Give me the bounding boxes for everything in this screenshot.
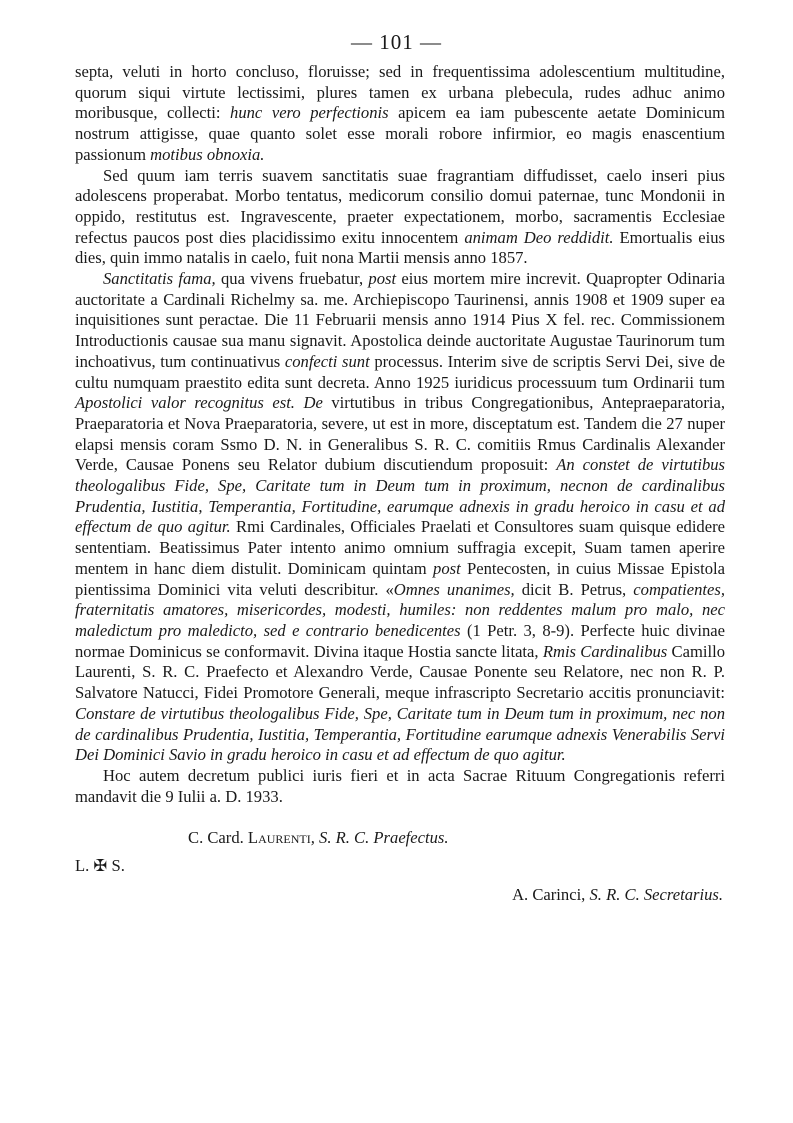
italic-run: compatientes, fraternitatis amatores, misericordes, modesti, humiles: non reddentes malum pro malo, nec maledictum pro maledicto, sed e contrario benedicentes	[75, 579, 725, 640]
italic-run: An constet de virtutibus theologalibus Fide, Spe, Caritate tum in Deum tum in proximum, necnon de cardinalibus Prudentia, Iustitia, Temperantia, Fortitudine, earumque adnexis in gradu heroico in casu et ad effectum de quo agitur.	[75, 455, 725, 537]
italic-run: confecti sunt	[284, 351, 370, 371]
secretary-title: S. R. C. Secretarius.	[589, 885, 723, 904]
italic-run: post	[433, 558, 461, 578]
text-run: Rmi Cardinales, Officiales Praelati et Consultores suam quisque edidere sententiam. Beatissimus Pater intento animo omnium suffragia excepit, Suam tamen aperire mentem in hanc diem distulit. Dominicam quintam	[75, 517, 725, 578]
text-run: Sed quum iam terris suavem sanctitatis suae fragrantiam diffudisset, caelo inseri pius adolescens properabat. Morbo tentatus, medicorum consilio domui paternae, tunc Mondonii in oppido, restitutus est. Ingravescente, praeter expectationem, morbo, sacramentis Ecclesiae refectus paucos post dies placidissimo exitu innocentem	[75, 165, 725, 247]
paragraph	[75, 62, 725, 166]
text-run: Pentecosten, in cuius Missae Epistola pientissima Dominici vita veluti describitur. «	[75, 558, 725, 599]
page-number: — 101 —	[351, 30, 442, 54]
text-run: processus. Interim sive de scriptis Servi Dei, sive de cultu numquam praestito edita sunt decreta. Anno 1925 iuridicus processuum tum Ordinarii tum	[75, 351, 725, 392]
italic-run: post	[368, 269, 397, 289]
seal-mark: L. ✠ S.	[75, 856, 125, 875]
paragraph	[75, 766, 725, 807]
text-run: apicem ea iam pubescente aetate Dominicum nostrum attigisse, quae quanto solet esse morali robore infirmior, eo magis enascentium passionum	[75, 103, 725, 164]
prefect-signature	[188, 828, 449, 848]
paragraph	[75, 269, 725, 766]
secretary-name: A. Carinci,	[512, 885, 590, 904]
text-run: virtutibus in tribus Congregationibus, Antepraeparatoria, Praeparatoria et Nova Praeparatoria, severe, ut est in more, disceptatum est. Tandem die 27 nuper elapsi mensis coram Ssmo D. N. in Generalibus S. R. C. comitiis Rmus Cardinalis Alexander Verde, Causae Ponens seu Relator dubium discutiendum proposuit:	[75, 393, 725, 475]
italic-run: Sanctitatis fama,	[103, 269, 216, 289]
italic-run: hunc vero perfectionis	[230, 103, 389, 123]
text-run: septa, veluti in horto concluso, floruisse; sed in frequentissima adolescentium multitudine, quorum siqui virtute lectissimi, plures tamen ex urbana plebecula, rudes adhuc animo moribusque, collecti:	[75, 62, 725, 123]
paragraph	[75, 166, 725, 270]
prefect-surname: Laurenti	[247, 828, 311, 847]
italic-run: Omnes unanimes,	[393, 579, 515, 599]
text-run: eius mortem mire increvit. Quapropter Odinaria auctoritate a Cardinali Richelmy sa. me. Archiepiscopo Taurinensi, annis 1908 et 1909 super ea inquisitiones sunt peractae. Die 11 Februarii mensis anno 1914 Pius X fel. rec. Commissionem Introductionis causae sua manu signavit. Apostolica deinde auctoritate Augustae Taurinorum tum inchoativus, tum continuativus	[75, 269, 726, 371]
text-run: Emortualis eius dies, quin immo natalis in caelo, fuit nona Martii mensis anno 1857.	[75, 227, 725, 268]
decree-body	[75, 62, 725, 807]
text-run: Camillo Laurenti, S. R. C. Praefecto et Alexandro Verde, Causae Ponente seu Relatore, nec non R. P. Salvatore Natucci, Fidei Promotore Generali, meque infrascripto Secretario accitis pronunciavit:	[75, 641, 725, 703]
italic-run: Constare de virtutibus theologalibus Fide, Spe, Caritate tum in Deum tum in proximum, nec non de cardinalibus Prudentia, Iustitia, Temperantia, Fortitudine earumque adnexis Venerabilis Servi Dei Dominici Savio in gradu heroico in casu et ad effectum de quo agitur.	[75, 703, 725, 765]
text-run: (1 Petr. 3, 8-9). Perfecte huic divinae normae Dominicus se conformavit. Divina itaque Hostia sancte litata,	[75, 620, 726, 661]
secretary-signature	[512, 885, 723, 905]
text-run: dicit B. Petrus,	[514, 579, 634, 599]
italic-run: animam Deo reddidit.	[464, 227, 614, 247]
italic-run: Apostolici valor recognitus est. De	[75, 393, 323, 413]
text-run: Hoc autem decretum publici iuris fieri et in acta Sacrae Rituum Congregationis referri mandavit die 9 Iulii a. D. 1933.	[75, 765, 725, 806]
italic-run: motibus obnoxia.	[150, 144, 265, 164]
italic-run: Rmis Cardinalibus	[542, 641, 668, 661]
prefect-title: , S. R. C. Praefectus.	[310, 828, 449, 847]
prefect-name: C. Card.	[188, 828, 248, 847]
text-run: qua vivens fruebatur,	[215, 269, 369, 289]
